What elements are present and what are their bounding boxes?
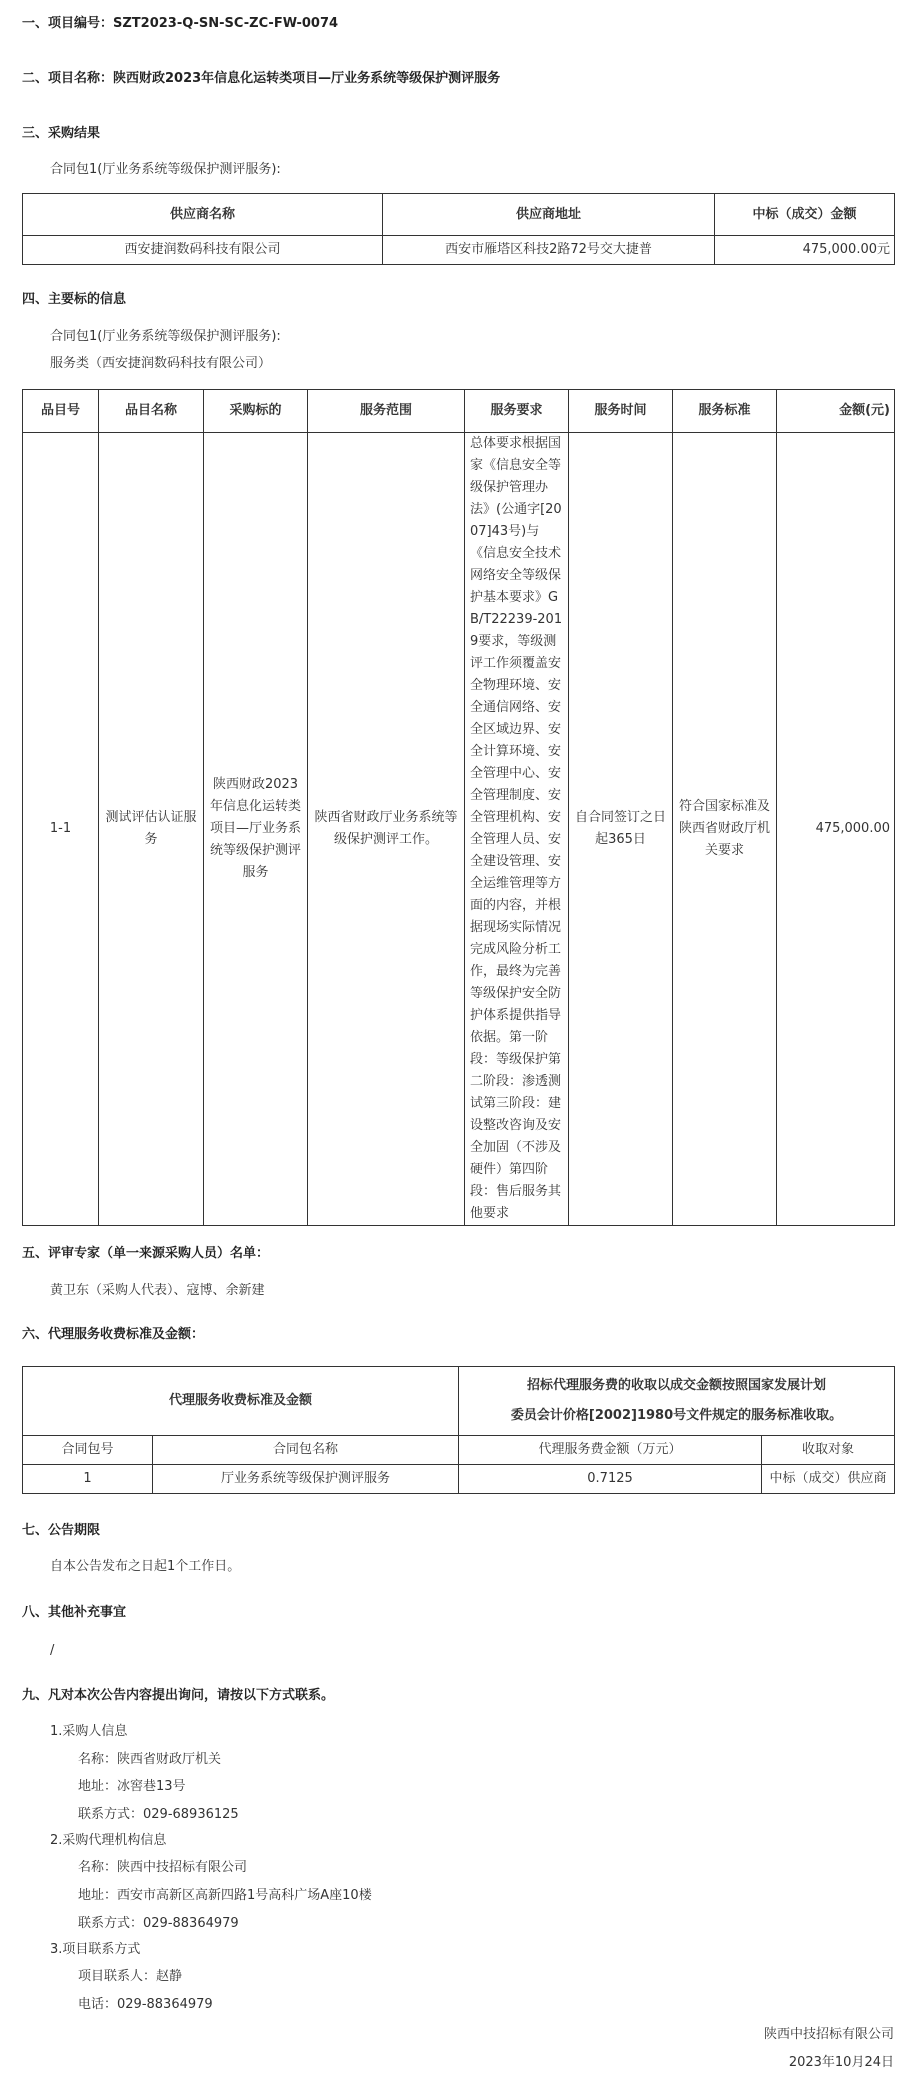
agency-package-no: 1: [23, 1465, 153, 1494]
result-amount: 475,000.00元: [715, 236, 895, 265]
agency-fee-title: 代理服务收费标准及金额: [23, 1367, 459, 1436]
purchaser-address: 地址：冰窖巷13号: [78, 1779, 186, 1794]
table-row: [23, 1465, 895, 1494]
result-supplier-address: 西安市雁塔区科技2路72号交大捷普: [383, 236, 715, 265]
main-header-row: [23, 390, 895, 433]
main-standard: 符合国家标准及陕西省财政厅机关要求: [673, 433, 777, 1226]
main-header-requirements: 服务要求: [465, 390, 569, 433]
main-category-label: 服务类（西安捷润数码科技有限公司）: [50, 356, 272, 371]
main-header-amount: 金额(元): [777, 390, 895, 433]
main-header-scope: 服务范围: [308, 390, 465, 433]
section-agency-fee: 六、代理服务收费标准及金额：: [22, 1327, 205, 1342]
agency-phone: 联系方式：029-88364979: [78, 1916, 239, 1931]
main-subject: 陕西财政2023年信息化运转类项目—厅业务系统等级保护测评服务: [204, 433, 308, 1226]
result-supplier-name: 西安捷润数码科技有限公司: [23, 236, 383, 265]
other-text: /: [50, 1643, 55, 1658]
result-table: [22, 193, 895, 265]
main-header-standard: 服务标准: [673, 390, 777, 433]
main-header-subject: 采购标的: [204, 390, 308, 433]
agency-header-payer: 收取对象: [762, 1436, 895, 1465]
agency-header-package-no: 合同包号: [23, 1436, 153, 1465]
result-header-supplier-address: 供应商地址: [383, 194, 715, 236]
footer-date: 2023年10月24日: [788, 2055, 894, 2070]
experts-list: 黄卫东（采购人代表）、寇博、余新建: [50, 1283, 265, 1298]
section-project-number: 一、项目编号：SZT2023-Q-SN-SC-ZC-FW-0074: [22, 16, 339, 31]
result-header-supplier-name: 供应商名称: [23, 194, 383, 236]
agency-fee-amount: 0.7125: [459, 1465, 762, 1494]
agency-name: 名称：陕西中技招标有限公司: [78, 1860, 248, 1875]
section-experts: 五、评审专家（单一来源采购人员）名单：: [22, 1246, 270, 1261]
footer-company: 陕西中技招标有限公司: [763, 2027, 894, 2042]
project-contact-person: 项目联系人：赵静: [78, 1969, 183, 1984]
table-row: [23, 433, 895, 1226]
agency-fee-note-line2: 委员会计价格[2002]1980号文件规定的服务标准收取。: [510, 1408, 843, 1423]
result-header-row: [23, 194, 895, 236]
main-requirements: 总体要求根据国家《信息安全等级保护管理办法》(公通字[2007]43号)与《信息安全技术网络安全等级保护基本要求》GB/T22239-2019要求，等级测评工作须覆盖安全物理环境、安全通信网络、安全区域边界、安全计算环境、安全管理中心、安全管理制度、安全管理机构、安全管理人员、安全建设管理、安全运维管理等方面的内容，并根据现场实际情况完成风险分析工作，最终为完善等级保护安全防护体系提供指导依据。第一阶段：等级保护第二阶段：渗透测试第三阶段：建设整改咨询及安全加固（不涉及硬件）第四阶段：售后服务其他要求: [465, 433, 569, 1226]
result-header-amount: 中标（成交）金额: [715, 194, 895, 236]
agency-fee-title-row: [23, 1367, 895, 1436]
agency-address: 地址：西安市高新区高新四路1号高科广场A座10楼: [78, 1888, 372, 1903]
purchaser-title: 1.采购人信息: [50, 1724, 128, 1739]
section-project-name: 二、项目名称：陕西财政2023年信息化运转类项目—厅业务系统等级保护测评服务: [22, 71, 501, 86]
main-header-item-name: 品目名称: [99, 390, 204, 433]
purchaser-phone: 联系方式：029-68936125: [78, 1807, 239, 1822]
agency-fee-note: [459, 1367, 895, 1436]
main-service-time: 自合同签订之日起365日: [569, 433, 673, 1226]
section-contacts: 九、凡对本次公告内容提出询问，请按以下方式联系。: [22, 1688, 335, 1703]
section-other: 八、其他补充事宜: [22, 1605, 127, 1620]
main-item-no: 1-1: [23, 433, 99, 1226]
agency-fee-table: [22, 1366, 895, 1494]
agency-header-fee-amount: 代理服务费金额（万元）: [459, 1436, 762, 1465]
project-contact-title: 3.项目联系方式: [50, 1942, 141, 1957]
agency-fee-header-row: [23, 1436, 895, 1465]
main-package-label: 合同包1(厅业务系统等级保护测评服务):: [50, 329, 281, 344]
section-notice-period: 七、公告期限: [22, 1523, 101, 1538]
project-contact-phone: 电话：029-88364979: [78, 1997, 213, 2012]
agency-fee-note-line1: 招标代理服务费的收取以成交金额按照国家发展计划: [527, 1378, 827, 1393]
section-main-info: 四、主要标的信息: [22, 292, 127, 307]
agency-header-package-name: 合同包名称: [153, 1436, 459, 1465]
main-header-item-no: 品目号: [23, 390, 99, 433]
main-scope: 陕西省财政厅业务系统等级保护测评工作。: [308, 433, 465, 1226]
agency-package-name: 厅业务系统等级保护测评服务: [153, 1465, 459, 1494]
main-amount: 475,000.00: [777, 433, 895, 1226]
section-procurement-result: 三、采购结果: [22, 126, 101, 141]
main-info-table: [22, 389, 895, 1226]
result-package-label: 合同包1(厅业务系统等级保护测评服务):: [50, 162, 281, 177]
main-item-name: 测试评估认证服务: [99, 433, 204, 1226]
agency-title: 2.采购代理机构信息: [50, 1833, 167, 1848]
table-row: [23, 236, 895, 265]
agency-payer: 中标（成交）供应商: [762, 1465, 895, 1494]
notice-period-text: 自本公告发布之日起1个工作日。: [50, 1559, 241, 1574]
main-header-service-time: 服务时间: [569, 390, 673, 433]
purchaser-name: 名称：陕西省财政厅机关: [78, 1752, 222, 1767]
